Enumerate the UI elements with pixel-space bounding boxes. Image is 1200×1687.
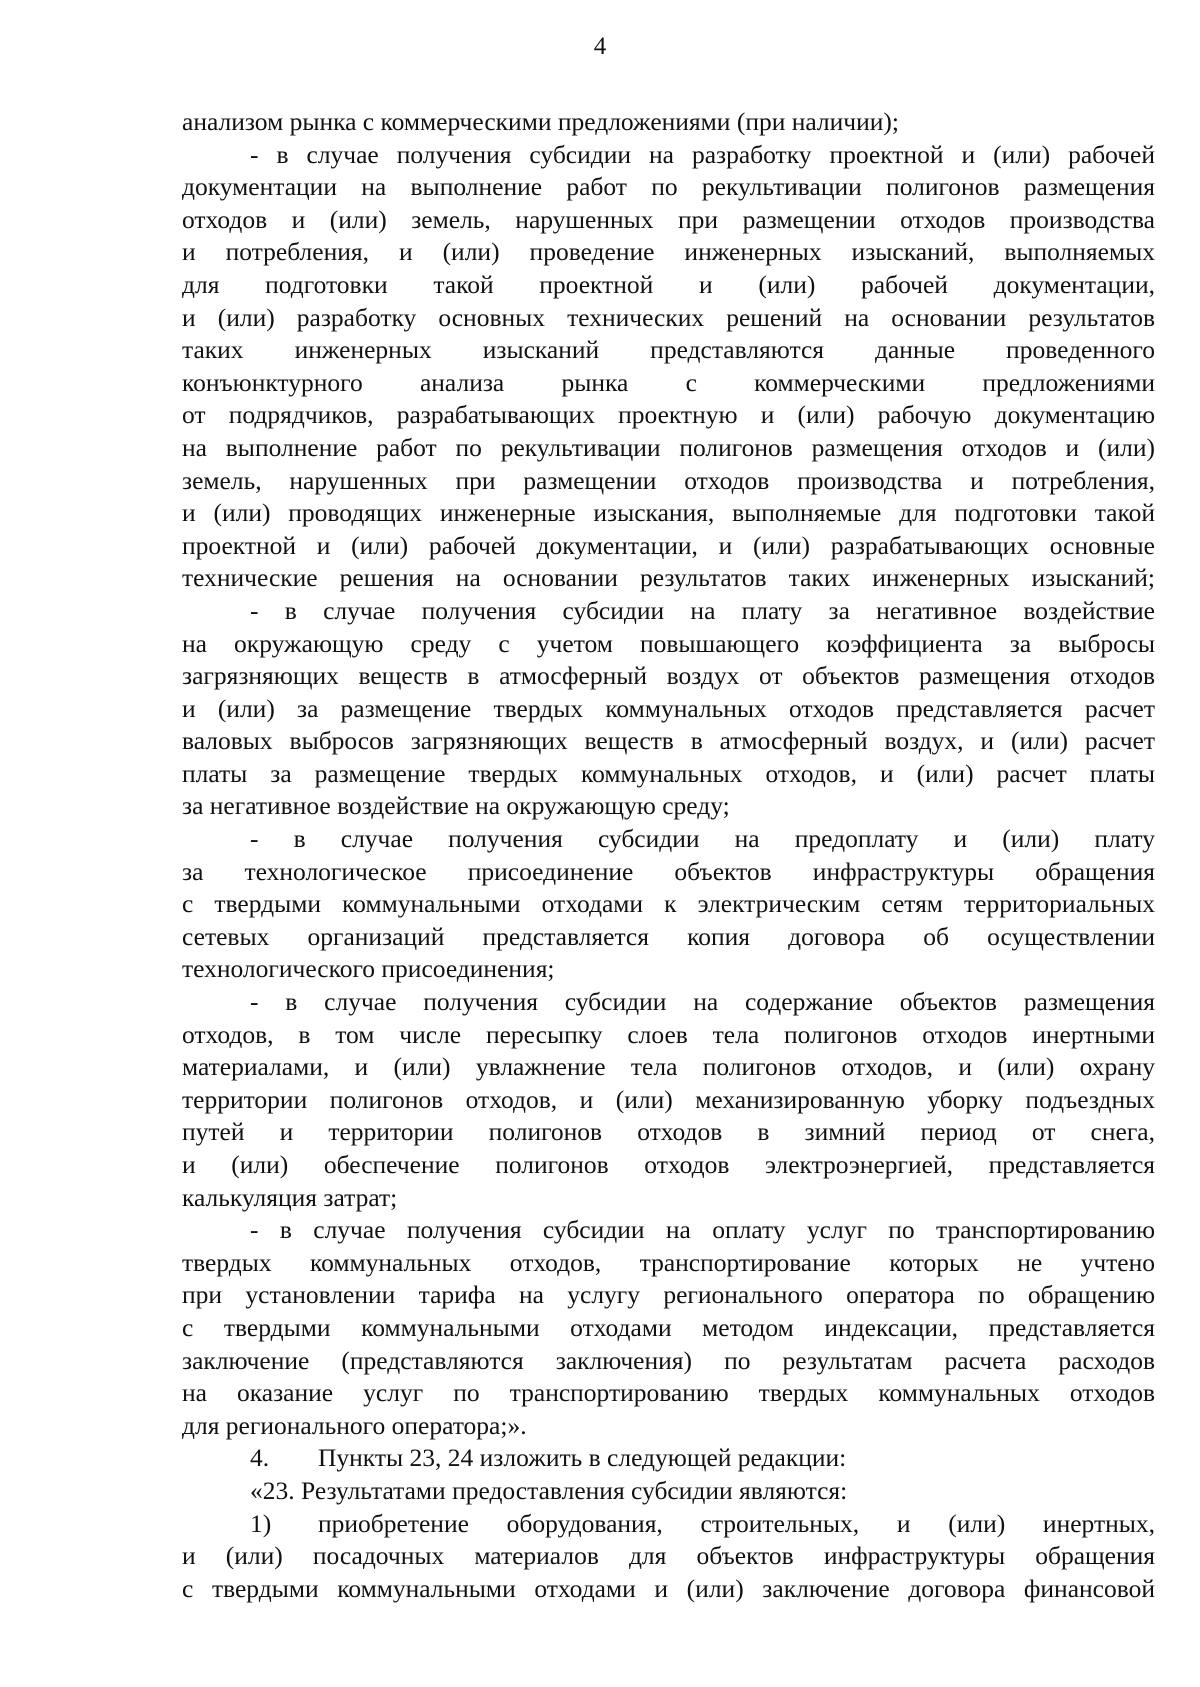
text-line <box>182 1540 1155 1573</box>
text-line <box>182 1508 1155 1541</box>
line-text: платы за размещение твердых коммунальных отходов, и (или) расчет платы <box>182 758 1155 788</box>
text-line <box>182 399 1155 432</box>
text-line <box>182 106 1155 139</box>
text-line <box>182 595 1155 628</box>
line-text: с твердыми коммунальными отходами и (или) заключение договора финансовой <box>182 1573 1155 1603</box>
line-text: с твердыми коммунальными отходами методом индексации, представляется <box>182 1312 1155 1342</box>
line-text: на выполнение работ по рекультивации полигонов размещения отходов и (или) <box>182 432 1155 462</box>
line-text: земель, нарушенных при размещении отходов производства и потребления, <box>182 465 1155 495</box>
line-text: валовых выбросов загрязняющих веществ в атмосферный воздух, и (или) расчет <box>182 726 1155 756</box>
line-text: от подрядчиков, разрабатывающих проектную и (или) рабочую документацию <box>182 400 1155 430</box>
text-line <box>182 660 1155 693</box>
item-number: 4. <box>250 1443 270 1473</box>
text-line <box>182 1149 1155 1182</box>
text-line <box>182 1573 1155 1606</box>
text-line <box>182 171 1155 204</box>
text-line <box>182 1084 1155 1117</box>
text-line <box>182 562 1155 595</box>
text-line <box>182 367 1155 400</box>
line-text: - в случае получения субсидии на содержание объектов размещения <box>250 987 1155 1017</box>
line-text: и (или) разработку основных технических решений на основании результатов <box>182 302 1155 332</box>
text-line <box>182 1410 1155 1443</box>
text-line <box>182 497 1155 530</box>
line-text: конъюнктурного анализа рынка с коммерческими предложениями <box>182 367 1155 397</box>
line-text: документации на выполнение работ по рекультивации полигонов размещения <box>182 172 1155 202</box>
line-text: таких инженерных изысканий представляются данные проведенного <box>182 335 1155 365</box>
line-text: и (или) обеспечение полигонов отходов электроэнергией, представляется <box>182 1150 1155 1179</box>
line-text: твердых коммунальных отходов, транспортирование которых не учтено <box>182 1247 1155 1277</box>
line-text: «23. Результатами предоставления субсидии являются: <box>250 1475 848 1505</box>
text-line <box>182 1019 1155 1052</box>
line-text: для подготовки такой проектной и (или) рабочей документации, <box>182 269 1155 299</box>
line-text: проектной и (или) рабочей документации, и (или) разрабатывающих основные <box>182 530 1155 560</box>
line-text: на окружающую среду с учетом повышающего коэффициента за выбросы <box>182 628 1155 658</box>
text-line <box>182 1051 1155 1084</box>
line-text: технические решения на основании результатов таких инженерных изысканий; <box>182 563 1155 593</box>
text-line <box>182 1279 1155 1312</box>
line-text: и (или) за размещение твердых коммунальных отходов представляется расчет <box>182 693 1155 723</box>
text-line <box>182 139 1155 172</box>
line-text: и потребления, и (или) проведение инженерных изысканий, выполняемых <box>182 237 1155 267</box>
text-line <box>182 953 1155 986</box>
line-text: Пункты 23, 24 изложить в следующей редакции: <box>318 1443 847 1473</box>
body-text <box>182 106 1155 1605</box>
text-line <box>182 888 1155 921</box>
text-line <box>182 334 1155 367</box>
item-number: 1) <box>250 1508 272 1538</box>
text-line <box>182 1214 1155 1247</box>
line-text: сетевых организаций представляется копия договора об осуществлении <box>182 921 1155 951</box>
line-text: приобретение оборудования, строительных, и (или) инертных, <box>318 1508 1155 1538</box>
line-text: с твердыми коммунальными отходами к электрическим сетям территориальных <box>182 889 1155 919</box>
text-line <box>182 465 1155 498</box>
line-text: калькуляция затрат; <box>182 1182 398 1212</box>
line-text: технологического присоединения; <box>182 954 555 984</box>
line-text: при установлении тарифа на услугу регионального оператора по обращению <box>182 1280 1155 1310</box>
line-text: и (или) проводящих инженерные изыскания, выполняемые для подготовки такой <box>182 498 1155 528</box>
text-line <box>182 921 1155 954</box>
line-text: загрязняющих веществ в атмосферный воздух от объектов размещения отходов <box>182 661 1155 691</box>
text-line <box>182 790 1155 823</box>
line-text: - в случае получения субсидии на предоплату и (или) плату <box>250 824 1155 854</box>
text-line <box>182 823 1155 856</box>
text-line <box>182 432 1155 465</box>
text-line <box>182 269 1155 302</box>
line-text: территории полигонов отходов, и (или) механизированную уборку подъездных <box>182 1084 1155 1114</box>
line-text: отходов, в том числе пересыпку слоев тела полигонов отходов инертными <box>182 1019 1155 1049</box>
line-text: - в случае получения субсидии на разработку проектной и (или) рабочей <box>250 139 1155 169</box>
line-text: материалами, и (или) увлажнение тела полигонов отходов, и (или) охрану <box>182 1052 1155 1082</box>
text-line <box>182 1442 1155 1475</box>
text-line <box>182 204 1155 237</box>
text-line <box>182 758 1155 791</box>
line-text: отходов и (или) земель, нарушенных при размещении отходов производства <box>182 204 1155 234</box>
text-line <box>182 1247 1155 1280</box>
text-line <box>182 1377 1155 1410</box>
text-line <box>182 1116 1155 1149</box>
line-text: и (или) посадочных материалов для объектов инфраструктуры обращения <box>182 1541 1155 1571</box>
line-text: путей и территории полигонов отходов в зимний период от снега, <box>182 1117 1155 1147</box>
line-text: анализом рынка с коммерческими предложениями (при наличии); <box>182 107 899 136</box>
text-line <box>182 302 1155 335</box>
line-text: за технологическое присоединение объектов инфраструктуры обращения <box>182 856 1155 886</box>
text-line <box>182 1182 1155 1215</box>
text-line <box>182 530 1155 563</box>
line-text: - в случае получения субсидии на оплату услуг по транспортированию <box>250 1215 1155 1245</box>
text-line <box>182 1312 1155 1345</box>
text-line <box>182 856 1155 889</box>
line-text: за негативное воздействие на окружающую среду; <box>182 791 730 821</box>
text-line <box>182 628 1155 661</box>
line-text: заключение (представляются заключения) по результатам расчета расходов <box>182 1345 1155 1375</box>
text-line <box>182 1345 1155 1378</box>
text-line <box>182 1475 1155 1508</box>
line-text: на оказание услуг по транспортированию твердых коммунальных отходов <box>182 1378 1155 1408</box>
text-line <box>182 725 1155 758</box>
line-text: - в случае получения субсидии на плату за негативное воздействие <box>250 595 1155 625</box>
text-line <box>182 236 1155 269</box>
line-text: для регионального оператора;». <box>182 1410 527 1440</box>
text-line <box>182 986 1155 1019</box>
text-line <box>182 693 1155 726</box>
page-number: 4 <box>593 33 607 60</box>
